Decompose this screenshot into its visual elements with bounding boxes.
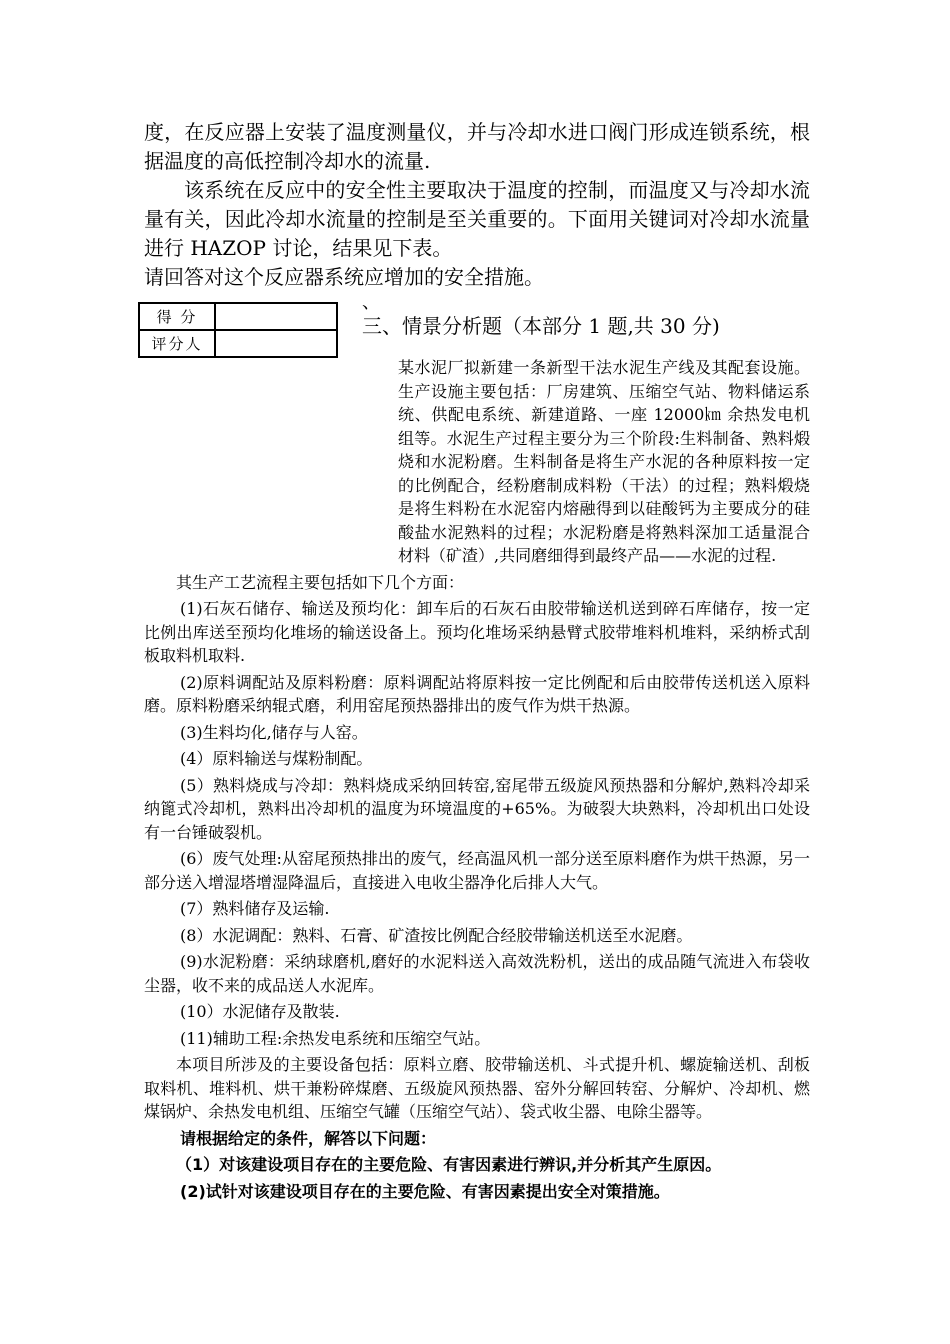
body-paragraph-1: 某水泥厂拟新建一条新型干法水泥生产线及其配套设施。生产设施主要包括：厂房建筑、压缩空气站、物料储运系统、供配电系统、新建道路、一座 12000㎞ 余热发电机组等。水泥生产过程主要分为三个阶段:生料制备、熟料煅烧和水泥粉磨。生料制备是将生产水泥的各种原料按一定的比例配合，经粉磨制成料粉（干法）的过程；熟料煅烧是将生料粉在水泥窑内熔融得到以硅酸钙为主要成分的硅酸盐水泥熟料的过程；水泥粉磨是将熟料深加工适量混合材料（矿渣）,共同磨细得到最终产品——水泥的过程. bbox=[398, 358, 810, 565]
stray-comma: 、 bbox=[362, 292, 380, 313]
process-item-7: (7）熟料储存及运输. bbox=[180, 899, 330, 918]
intro-question: 请回答对这个反应器系统应增加的安全措施。 bbox=[144, 265, 544, 289]
process-item-6: (6）废气处理:从窑尾预热排出的废气，经高温风机一部分送至原料磨作为烘干热源，另一部分送入增湿塔增湿降温后，直接进入电收尘器净化后排人大气。 bbox=[144, 849, 810, 892]
process-item-3: (3)生料均化,储存与人窑。 bbox=[180, 722, 368, 742]
process-item-8: (8）水泥调配：熟料、石膏、矿渣按比例配合经胶带输送机送至水泥磨。 bbox=[180, 925, 693, 945]
score-box bbox=[138, 302, 338, 358]
questions-lead: 请根据给定的条件，解答以下问题： bbox=[180, 1128, 437, 1148]
intro-paragraph-2: 该系统在反应中的安全性主要取决于温度的控制，而温度又与冷却水流量有关，因此冷却水流量的控制是至关重要的。下面用关键词对冷却水流量进行 HAZOP 讨论，结果见下表。 bbox=[144, 178, 810, 260]
document-page bbox=[144, 118, 810, 1203]
intro-paragraph-1: 度，在反应器上安装了温度测量仪，并与冷却水进口阀门形成连锁系统，根据温度的高低控制冷却水的流量. bbox=[144, 120, 810, 173]
process-item-10: (10）水泥储存及散装. bbox=[180, 1002, 340, 1021]
process-item-5: (5）熟料烧成与冷却：熟料烧成采纳回转窑,窑尾带五级旋风预热器和分解炉,熟料冷却采纳篦式冷却机，熟料出冷却机的温度为环境温度的+65%。为破裂大块熟料，冷却机出口处设有一台锤破裂机。 bbox=[144, 775, 810, 842]
question-1: （1）对该建设项目存在的主要危险、有害因素进行辨识,并分析其产生原因。 bbox=[176, 1155, 722, 1174]
question-2: (2)试针对该建设项目存在的主要危险、有害因素提出安全对策措施。 bbox=[180, 1181, 670, 1201]
process-item-11: (11)辅助工程:余热发电系统和压缩空气站。 bbox=[180, 1028, 491, 1048]
section-header bbox=[144, 294, 810, 356]
process-item-2: (2)原料调配站及原料粉磨：原料调配站将原料按一定比例配和后由胶带传送机送入原料磨。原料粉磨采纳辊式磨，利用窑尾预热器排出的废气作为烘干热源。 bbox=[144, 672, 810, 715]
equipment-paragraph: 本项目所涉及的主要设备包括：原料立磨、胶带输送机、斗式提升机、螺旋输送机、刮板取料机、堆料机、烘干兼粉碎煤磨、五级旋风预热器、窑外分解回转窑、分解炉、冷却机、燃煤锅炉、余热发电机组、压缩空气罐（压缩空气站）、袋式收尘器、电除尘器等。 bbox=[144, 1055, 810, 1121]
section-title: 三、情景分析题（本部分 1 题,共 30 分) bbox=[362, 314, 720, 338]
score-label: 得 分 bbox=[139, 303, 215, 330]
grader-value-cell[interactable] bbox=[215, 330, 337, 357]
process-item-4: (4）原料输送与煤粉制配。 bbox=[180, 749, 373, 768]
process-item-1: (1)石灰石储存、输送及预均化：卸车后的石灰石由胶带输送机送到碎石库储存，按一定比例出库送至预均化堆场的输送设备上。预均化堆场采纳悬臂式胶带堆料机堆料，采纳桥式刮板取料机取料. bbox=[144, 599, 810, 665]
body-paragraph-2: 其生产工艺流程主要包括如下几个方面： bbox=[176, 572, 465, 592]
score-value-cell[interactable] bbox=[215, 303, 337, 330]
process-item-9: (9)水泥粉磨：采纳球磨机,磨好的水泥料送入高效洗粉机，送出的成品随气流进入布袋收尘器，收不来的成品送人水泥库。 bbox=[144, 952, 810, 995]
grader-label: 评分人 bbox=[139, 330, 215, 357]
